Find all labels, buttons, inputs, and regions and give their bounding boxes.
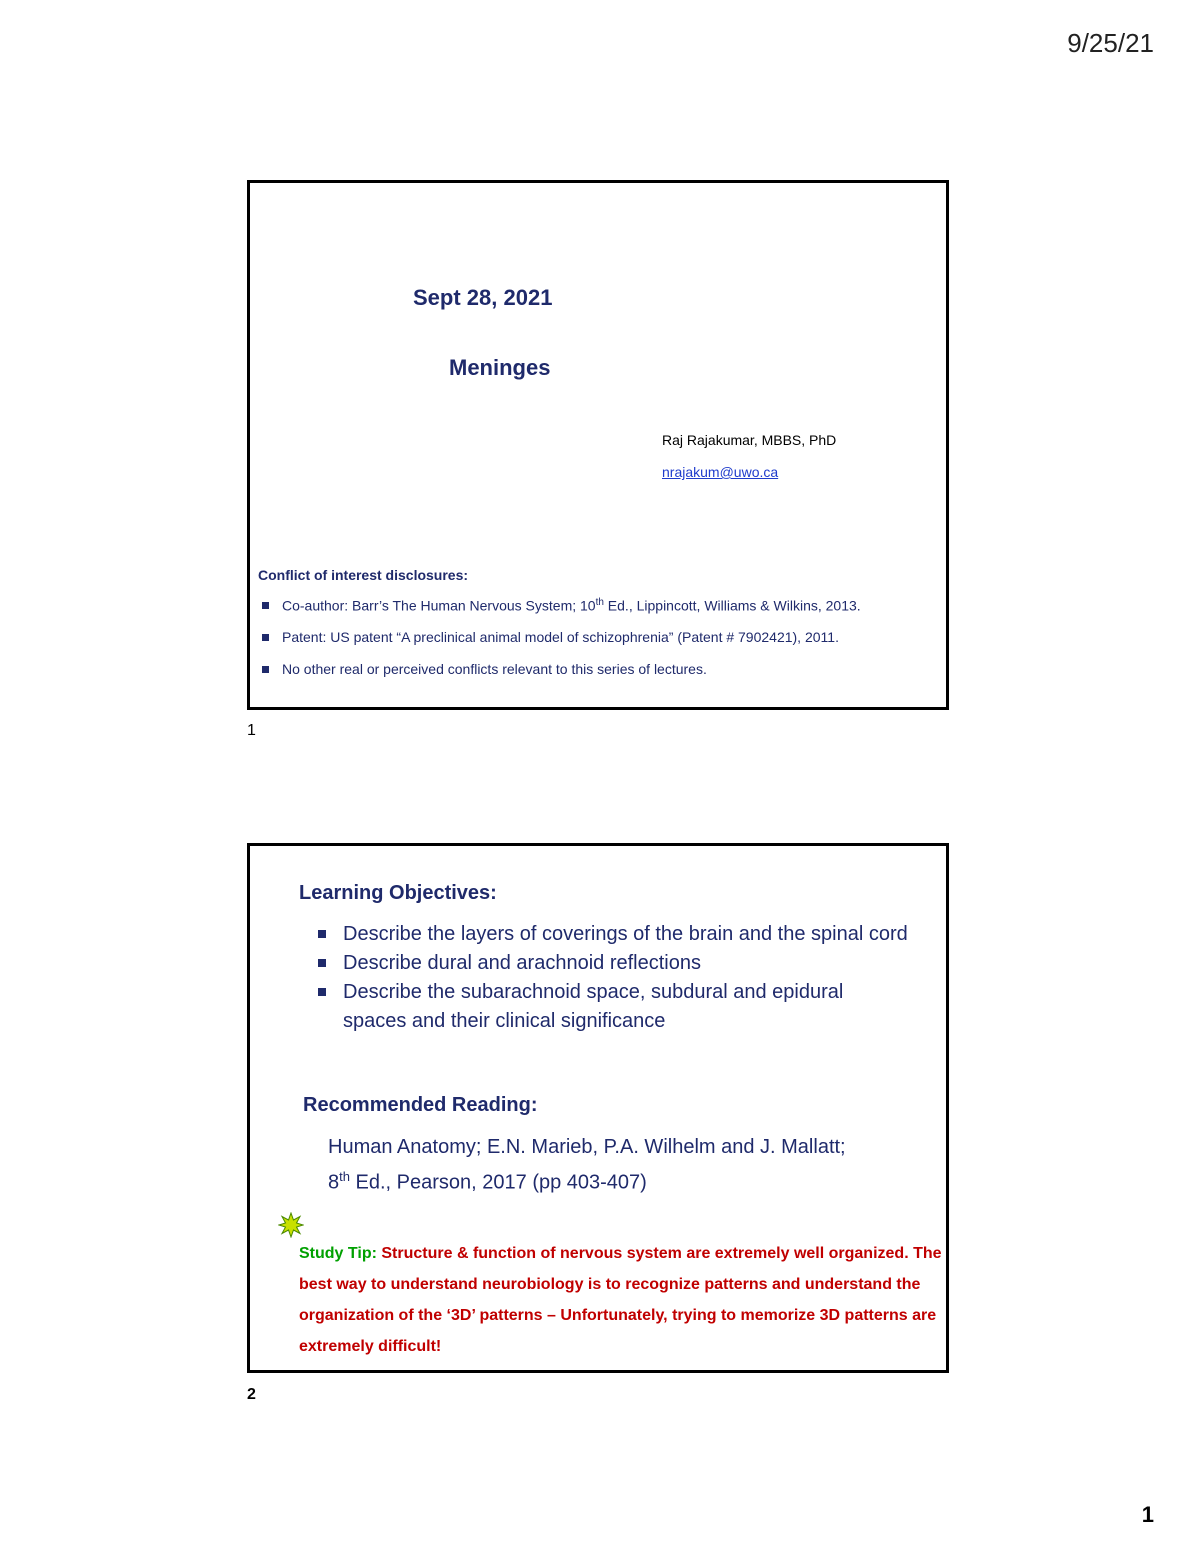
list-item: Describe dural and arachnoid reflections [318,949,908,978]
list-item: Co-author: Barr’s The Human Nervous System; 10th Ed., Lippincott, Williams & Wilkins, 2013. [258,597,861,629]
bullet-square-icon [318,930,326,938]
recommended-reading-heading: Recommended Reading: [303,1094,538,1116]
list-item: Patent: US patent “A preclinical animal model of schizophrenia” (Patent # 7902421), 2011. [258,629,861,661]
star-burst-icon [278,1212,304,1238]
reading-reference: Human Anatomy; E.N. Marieb, P.A. Wilhelm and J. Mallatt; 8th Ed., Pearson, 2017 (pp 403-407) [328,1136,846,1194]
learning-objectives-heading: Learning Objectives: [299,882,497,904]
slide-2 [247,843,949,1373]
coi-heading: Conflict of interest disclosures: [258,567,469,583]
slide-1 [247,180,949,710]
slide-number: 2 [247,1386,256,1403]
slide-title: Meninges [449,355,551,380]
list-item: No other real or perceived conflicts relevant to this series of lectures. [258,661,861,693]
study-tip-text: Structure & function of nervous system are extremely well organized. The best way to understand neurobiology is to recognize patterns and understand the organization of the ‘3D’ patterns – Unfortunately, trying to memorize 3D patterns are extremely difficult! [299,1245,942,1355]
bullet-square-icon [318,988,326,996]
slide-date: Sept 28, 2021 [413,285,553,310]
bullet-square-icon [262,602,269,609]
bullet-square-icon [262,634,269,641]
bullet-square-icon [262,666,269,673]
bullet-square-icon [318,959,326,967]
author-email-link[interactable]: nrajakum@uwo.ca [662,464,779,480]
author-name: Raj Rajakumar, MBBS, PhD [662,432,837,448]
objectives-list [318,920,908,1036]
page-number: 1 [1141,1502,1154,1527]
print-date: 9/25/21 [1067,28,1154,58]
study-tip-label: Study Tip: [299,1245,382,1262]
list-item: Describe the layers of coverings of the brain and the spinal cord [318,920,908,949]
list-item: Describe the subarachnoid space, subdural and epidural spaces and their clinical significance [318,978,908,1036]
study-tip [299,1238,944,1362]
coi-list [258,597,861,693]
slide-number: 1 [247,722,256,739]
